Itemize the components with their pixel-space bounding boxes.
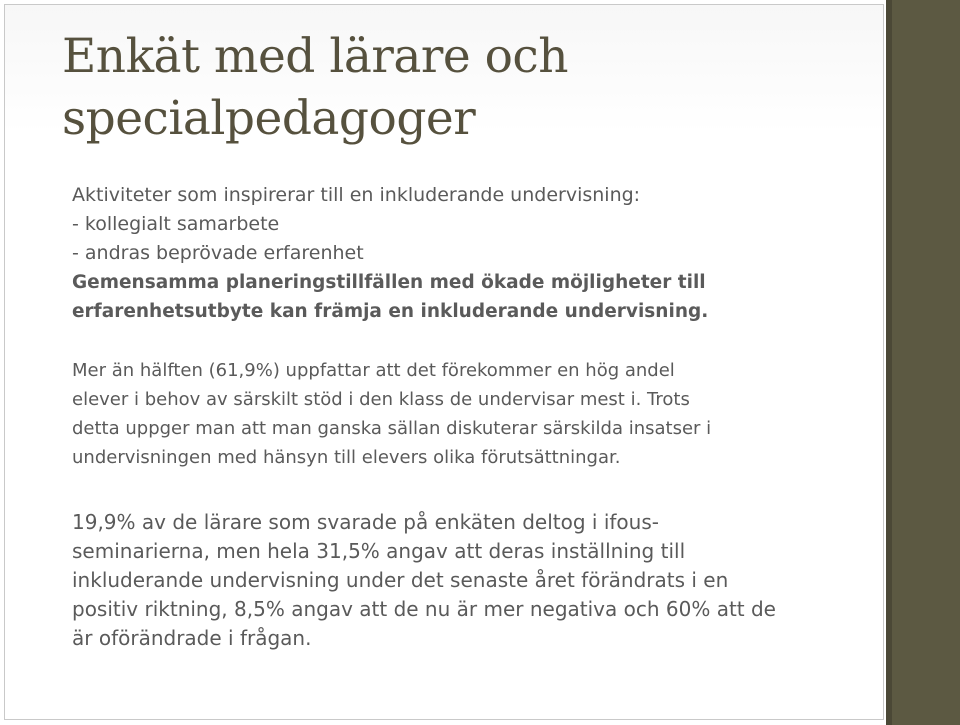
intro-line: - andras beprövade erfarenhet xyxy=(72,242,364,264)
decorative-side-bar xyxy=(886,0,960,725)
slide-body xyxy=(72,181,842,653)
intro-line: - kollegialt samarbete xyxy=(72,213,280,235)
slide-title-line-2: specialpedagoger xyxy=(62,91,476,146)
paragraph-line: detta uppger man att man ganska sällan diskuterar särskilda insatser i xyxy=(72,418,712,439)
paragraph-special-support xyxy=(72,356,842,472)
bold-line: erfarenhetsutbyte kan främja en inkluderande undervisning. xyxy=(72,301,709,322)
paragraph-line: positiv riktning, 8,5% angav att de nu är mer negativa och 60% att de xyxy=(72,597,776,621)
paragraph-line: elever i behov av särskilt stöd i den klass de undervisar mest i. Trots xyxy=(72,389,690,410)
slide-title xyxy=(62,26,822,150)
side-bar-edge xyxy=(886,0,892,725)
paragraph-line: undervisningen med hänsyn till elevers olika förutsättningar. xyxy=(72,447,621,468)
paragraph-seminar-results xyxy=(72,508,842,653)
intro-block xyxy=(72,181,842,268)
paragraph-line: inkluderande undervisning under det senaste året förändrats i en xyxy=(72,568,729,592)
slide-title-line-1: Enkät med lärare och xyxy=(62,29,568,84)
paragraph-line: Mer än hälften (61,9%) uppfattar att det förekommer en hög andel xyxy=(72,360,675,381)
bold-statement xyxy=(72,268,842,326)
paragraph-line: seminarierna, men hela 31,5% angav att deras inställning till xyxy=(72,539,686,563)
paragraph-line: är oförändrade i frågan. xyxy=(72,626,312,650)
intro-line: Aktiviteter som inspirerar till en inkluderande undervisning: xyxy=(72,184,641,206)
bold-line: Gemensamma planeringstillfällen med ökade möjligheter till xyxy=(72,272,706,293)
paragraph-line: 19,9% av de lärare som svarade på enkäten deltog i ifous- xyxy=(72,510,659,534)
